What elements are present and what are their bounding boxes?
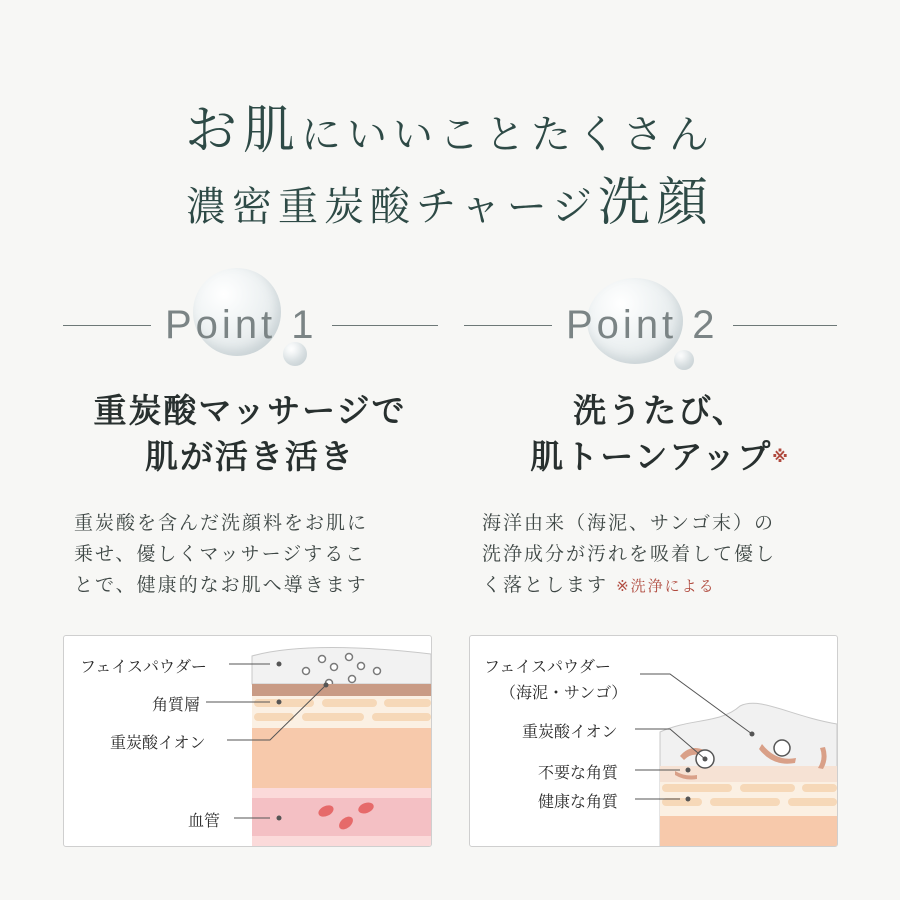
point-2-title-line-1: 洗うたび、 — [573, 391, 747, 430]
divider — [733, 325, 837, 326]
headline-line-2 — [0, 160, 900, 235]
point-2-desc-line-3 — [482, 570, 852, 602]
point-1-desc-line-2: 乗せ、優しくマッサージするこ — [74, 543, 367, 565]
divider — [332, 325, 438, 326]
label-healthy-keratin: 健康な角質 — [538, 792, 619, 811]
point-2-title-line-2 — [460, 434, 860, 480]
point-1-title-line-2: 肌が活き活き — [145, 437, 355, 476]
point-1-title — [40, 388, 460, 480]
label-face-powder: フェイスパウダー — [484, 657, 611, 676]
point-2-title-line-2-text: 肌トーンアップ — [530, 437, 773, 476]
point-2-footnote: ※洗浄による — [616, 577, 716, 595]
point-2-desc-line-3-text: く落とします — [482, 574, 609, 596]
point-2-desc-line-1: 海洋由来（海泥、サンゴ末）の — [482, 512, 776, 534]
label-horny-layer: 角質層 — [152, 695, 201, 714]
skin-diagram-2 — [469, 635, 838, 847]
point-1-title-line-1: 重炭酸マッサージで — [93, 391, 407, 430]
headline-emphasis-2: 洗顔 — [597, 173, 714, 233]
headline-line-1 — [0, 88, 900, 163]
bubble-decoration — [674, 350, 694, 370]
point-1-heading — [63, 300, 438, 350]
divider — [464, 325, 552, 326]
label-unneeded-keratin: 不要な角質 — [538, 763, 619, 782]
label-face-powder: フェイスパウダー — [80, 657, 207, 676]
point-1-desc-line-3: とで、健康的なお肌へ導きます — [74, 574, 368, 596]
label-bicarbonate-ion: 重炭酸イオン — [110, 733, 206, 752]
label-bicarbonate-ion: 重炭酸イオン — [522, 722, 618, 741]
point-1-description — [74, 508, 444, 601]
headline-text-2: 濃密重炭酸チャージ — [185, 184, 598, 230]
point-2-label: Point 2 — [566, 302, 719, 347]
point-2-desc-line-2: 洗浄成分が汚れを吸着して優し — [482, 543, 777, 565]
point-1-label: Point 1 — [165, 302, 318, 347]
point-1-desc-line-1: 重炭酸を含んだ洗顔料をお肌に — [74, 512, 369, 534]
footnote-mark: ※ — [772, 447, 790, 466]
label-face-powder-ingredients: （海泥・サンゴ） — [500, 683, 628, 702]
headline-emphasis-1: お肌 — [184, 101, 301, 161]
divider — [63, 325, 151, 326]
headline-text-1: にいいことたくさん — [301, 112, 715, 158]
skin-diagram-1 — [63, 635, 432, 847]
label-blood-vessel: 血管 — [188, 811, 221, 830]
point-2-title — [460, 388, 860, 480]
point-2-description — [482, 508, 852, 602]
point-2-heading — [464, 300, 837, 350]
